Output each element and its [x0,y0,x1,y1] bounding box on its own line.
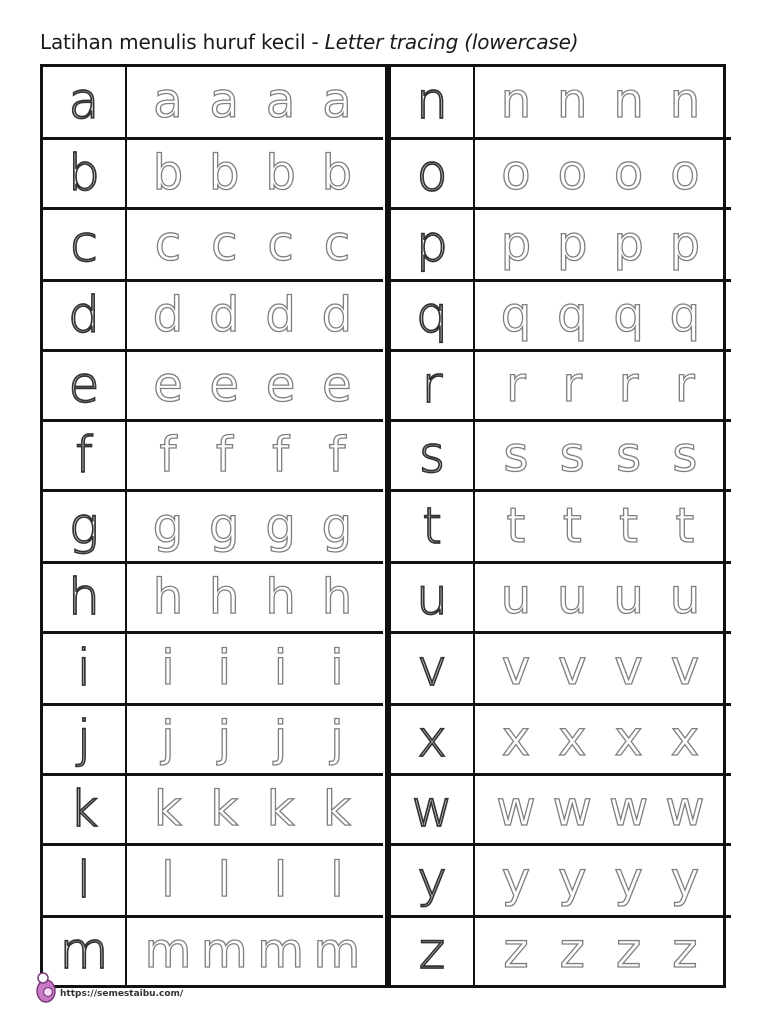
trace-cell [127,776,383,843]
dotted-trace-letter: j [273,710,288,767]
dotted-trace-letter: s [616,426,642,483]
dotted-trace-letter: r [506,356,526,413]
trace-cell [475,282,731,349]
model-letter-cell [391,422,475,489]
model-letter: j [77,709,91,768]
dotted-trace-letter: b [321,144,353,201]
dotted-trace-letter: o [501,144,531,201]
dotted-trace-letter: i [273,639,288,696]
letter-row-f [43,419,383,489]
trace-cell [127,706,383,773]
model-letter-cell [43,282,127,349]
dotted-trace-letter: w [665,780,705,837]
letter-row-g [43,489,383,561]
dotted-trace-letter: z [672,922,698,979]
model-letter-cell [391,67,475,137]
dotted-trace-letter: p [613,215,644,272]
dotted-trace-letter: r [675,356,695,413]
trace-cell [475,140,731,207]
model-letter: o [416,143,448,202]
dotted-trace-letter: v [670,639,700,696]
dotted-trace-letter: f [159,426,177,483]
model-letter-cell [43,634,127,703]
trace-cell [127,634,383,703]
dotted-trace-letter: t [506,497,526,554]
model-letter-cell [43,352,127,419]
dotted-trace-letter: r [562,356,583,413]
dotted-trace-letter: c [154,215,182,272]
model-letter: d [68,285,100,344]
dotted-trace-letter: d [209,286,240,343]
model-letter: i [77,638,91,697]
title-indonesian: Latihan menulis huruf kecil - [40,30,325,54]
letter-row-y [391,843,731,915]
trace-cell [127,352,383,419]
dotted-trace-letter: z [615,922,642,979]
dotted-trace-letter: t [619,497,639,554]
dotted-trace-letter: k [323,780,351,837]
trace-cell [127,282,383,349]
dotted-trace-letter: l [217,851,231,908]
model-letter: g [68,496,99,555]
dotted-trace-letter: y [501,851,531,908]
dotted-trace-letter: r [618,356,639,413]
model-letter-cell [391,282,475,349]
letter-row-v [391,631,731,703]
dotted-trace-letter: p [557,215,588,272]
model-letter: t [422,496,442,555]
letter-row-r [391,349,731,419]
title-english: Letter tracing (lowercase) [324,30,579,54]
model-letter: a [68,72,100,130]
model-letter: m [59,921,109,980]
dotted-trace-letter: e [209,356,240,413]
dotted-trace-letter: s [672,426,698,483]
letter-row-c [43,207,383,279]
dotted-trace-letter: j [330,710,344,767]
left-column [43,67,383,985]
dotted-trace-letter: b [265,144,296,201]
model-letter: u [416,567,448,626]
model-letter-cell [43,846,127,915]
dotted-trace-letter: m [257,922,304,979]
dotted-trace-letter: a [322,73,352,130]
letter-row-u [391,561,731,631]
model-letter-cell [43,422,127,489]
dotted-trace-letter: x [558,710,587,767]
letter-row-d [43,279,383,349]
dotted-trace-letter: y [614,851,643,908]
model-letter: y [417,850,447,909]
trace-cell [475,564,731,631]
letter-row-q [391,279,731,349]
trace-cell [127,492,383,561]
dotted-trace-letter: c [323,215,351,272]
letter-row-o [391,137,731,207]
dotted-trace-letter: i [330,639,344,696]
dotted-trace-letter: q [557,286,588,343]
model-letter: c [70,214,98,273]
dotted-trace-letter: i [161,639,175,696]
dotted-trace-letter: s [503,426,529,483]
model-letter-cell [391,706,475,773]
dotted-trace-letter: e [153,356,183,413]
dotted-trace-letter: e [322,356,352,413]
dotted-trace-letter: b [209,144,240,201]
model-letter-cell [391,918,475,985]
dotted-trace-letter: f [215,426,233,483]
semestaibu-logo-icon [34,970,58,1004]
letter-row-h [43,561,383,631]
model-letter: k [69,779,99,838]
dotted-trace-letter: u [613,568,644,625]
dotted-trace-letter: h [209,568,240,625]
letter-row-a [43,67,383,137]
trace-cell [127,564,383,631]
model-letter: p [416,214,448,273]
letter-row-l [43,843,383,915]
dotted-trace-letter: j [217,710,231,767]
dotted-trace-letter: f [328,426,346,483]
trace-cell [475,352,731,419]
right-column [391,67,731,985]
model-letter: l [77,850,91,909]
model-letter-cell [391,210,475,279]
dotted-trace-letter: c [267,215,294,272]
trace-cell [127,140,383,207]
dotted-trace-letter: y [670,851,700,908]
trace-cell [475,918,731,985]
dotted-trace-letter: y [558,851,587,908]
dotted-trace-letter: w [496,780,536,837]
dotted-trace-letter: u [500,568,532,625]
dotted-trace-letter: v [614,639,643,696]
model-letter-cell [391,492,475,561]
dotted-trace-letter: a [265,73,296,130]
model-letter-cell [43,67,127,137]
dotted-trace-letter: m [313,922,361,979]
letter-row-w [391,773,731,843]
model-letter: r [421,355,443,414]
dotted-trace-letter: l [330,851,344,908]
model-letter-cell [391,564,475,631]
letter-row-i [43,631,383,703]
model-letter: q [416,285,448,344]
trace-cell [475,422,731,489]
model-letter: n [416,72,448,130]
letter-row-m [43,915,383,985]
dotted-trace-letter: x [614,710,643,767]
dotted-trace-letter: v [558,639,587,696]
letter-row-x [391,703,731,773]
model-letter: s [418,425,446,484]
dotted-trace-letter: p [669,215,701,272]
dotted-trace-letter: x [670,710,700,767]
model-letter-cell [391,846,475,915]
model-letter: x [417,709,447,768]
dotted-trace-letter: k [210,780,239,837]
model-letter-cell [43,776,127,843]
letter-row-e [43,349,383,419]
dotted-trace-letter: f [272,426,290,483]
dotted-trace-letter: j [161,710,175,767]
dotted-trace-letter: m [144,922,192,979]
dotted-trace-letter: d [152,286,184,343]
trace-cell [127,422,383,489]
page-title [40,30,578,54]
trace-cell [127,918,383,985]
dotted-trace-letter: t [562,497,582,554]
trace-cell [127,210,383,279]
dotted-trace-letter: n [500,73,532,130]
model-letter-cell [43,210,127,279]
dotted-trace-letter: g [321,497,353,554]
letter-row-s [391,419,731,489]
dotted-trace-letter: l [273,851,288,908]
model-letter: z [418,921,446,980]
trace-cell [475,776,731,843]
dotted-trace-letter: a [209,73,239,130]
dotted-trace-letter: b [152,144,184,201]
dotted-trace-letter: q [500,286,532,343]
footer-url: https://semestaibu.com/ [60,989,184,999]
dotted-trace-letter: h [265,568,296,625]
dotted-trace-letter: w [608,780,649,837]
trace-cell [475,67,731,137]
model-letter-cell [391,776,475,843]
trace-cell [475,492,731,561]
model-letter: f [75,425,93,484]
dotted-trace-letter: o [557,144,587,201]
dotted-trace-letter: d [265,286,296,343]
letter-row-k [43,773,383,843]
trace-cell [475,634,731,703]
model-letter-cell [391,634,475,703]
dotted-trace-letter: o [613,144,644,201]
trace-cell [475,706,731,773]
dotted-trace-letter: q [613,286,644,343]
dotted-trace-letter: q [669,286,701,343]
dotted-trace-letter: g [265,497,296,554]
dotted-trace-letter: n [613,73,644,130]
dotted-trace-letter: u [669,568,701,625]
letter-row-j [43,703,383,773]
dotted-trace-letter: i [217,639,231,696]
model-letter-cell [43,564,127,631]
dotted-trace-letter: g [152,497,184,554]
model-letter: e [68,355,100,414]
tracing-worksheet [40,64,726,988]
letter-row-n [391,67,731,137]
dotted-trace-letter: a [153,73,183,130]
letter-row-z [391,915,731,985]
dotted-trace-letter: g [209,497,240,554]
model-letter: v [417,638,447,697]
dotted-trace-letter: k [266,780,295,837]
model-letter: h [68,567,100,626]
dotted-trace-letter: p [500,215,532,272]
model-letter: w [411,779,453,838]
dotted-trace-letter: e [265,356,296,413]
dotted-trace-letter: c [211,215,238,272]
dotted-trace-letter: m [200,922,248,979]
dotted-trace-letter: o [670,144,700,201]
trace-cell [475,210,731,279]
dotted-trace-letter: u [557,568,588,625]
letter-row-t [391,489,731,561]
trace-cell [127,846,383,915]
model-letter-cell [391,140,475,207]
dotted-trace-letter: z [503,922,529,979]
dotted-trace-letter: w [552,780,592,837]
model-letter-cell [43,706,127,773]
model-letter: b [68,143,100,202]
dotted-trace-letter: x [501,710,531,767]
dotted-trace-letter: t [675,497,695,554]
trace-cell [475,846,731,915]
dotted-trace-letter: d [321,286,353,343]
dotted-trace-letter: n [557,73,588,130]
letter-row-p [391,207,731,279]
dotted-trace-letter: k [154,780,182,837]
dotted-trace-letter: h [321,568,353,625]
dotted-trace-letter: z [559,922,585,979]
trace-cell [127,67,383,137]
letter-row-b [43,137,383,207]
dotted-trace-letter: l [161,851,175,908]
dotted-trace-letter: h [152,568,184,625]
dotted-trace-letter: s [559,426,585,483]
dotted-trace-letter: v [501,639,531,696]
model-letter-cell [43,140,127,207]
model-letter-cell [391,352,475,419]
dotted-trace-letter: n [669,73,701,130]
model-letter-cell [43,492,127,561]
